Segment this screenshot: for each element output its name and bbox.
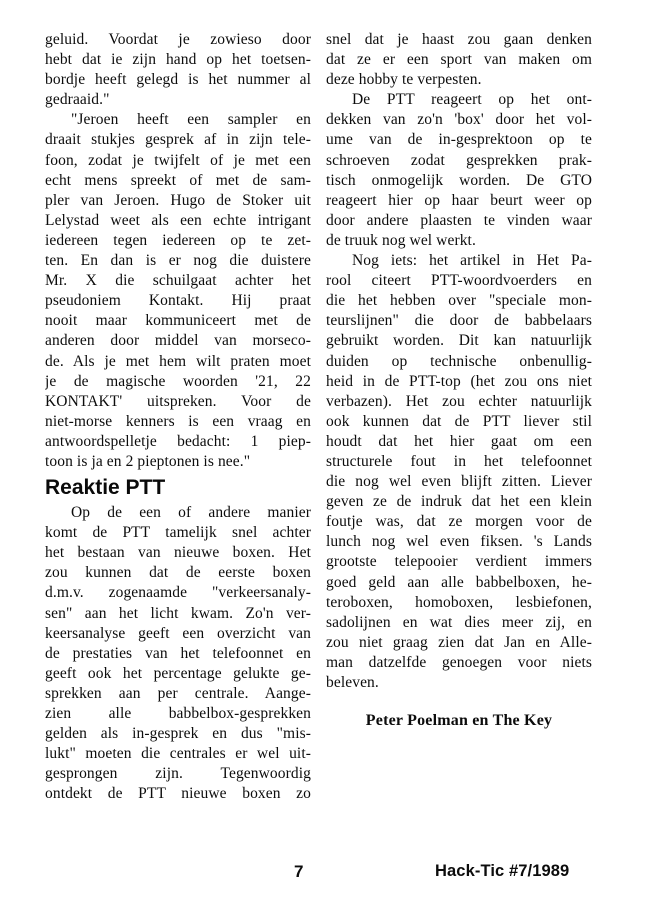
text-line: zou kunnen dat de eerste boxen [45,564,311,582]
text-line: Op de een of andere manier [71,504,311,522]
text-line: lunch nog wel even fiksen. 's Lands [326,533,592,551]
text-line: ten. En dan is er nog die duistere [45,252,311,270]
text-line: dat ze er een sport van maken om [326,51,592,69]
page-number: 7 [294,862,304,881]
text-line: grootste telepooier verdient immers [326,553,592,571]
text-line: pler van Jeroen. Hugo de Stoker uit [45,191,311,209]
text-line: ume van de in-gesprektoon op te [326,131,592,149]
text-line: foon, zodat je twijfelt of je met een [45,151,311,169]
text-line: sprekken aan per centrale. Aange- [45,684,311,702]
text-line: nooit maar kommuniceert met de [45,312,311,330]
text-line: heid in de PTT-top (het zou ons niet [326,372,592,390]
text-line: hebt dat ie zijn hand op het toetsen- [45,51,311,69]
article-body [45,30,592,804]
text-line: structurele fout in het telefoonnet [326,452,592,470]
text-line: echt mens spreekt of met de sam- [45,171,311,189]
text-line: d.m.v. zogenaamde "verkeersanaly- [45,584,311,602]
text-line: duiden op technische onbenullig- [326,352,592,370]
text-line: die het hebben over "speciale mon- [326,292,592,310]
text-line: iedereen tegen iedereen op te zet- [45,231,311,249]
text-line: verbazen). Het zou echter natuurlijk [326,392,592,410]
left-column-part2 [45,503,311,804]
text-line: foutje was, dat ze morgen voor de [326,513,592,531]
text-line: de. Als je met hem wilt praten moet [45,352,311,370]
text-line: beleven. [326,674,379,691]
text-line: ontdekt de PTT nieuwe boxen zo [45,785,311,803]
text-line: geluid. Voordat je zowieso door [45,31,311,48]
text-line: deze hobby te verpesten. [326,71,482,89]
text-line: Nog iets: het artikel in Het Pa- [352,252,592,270]
left-column [45,30,311,804]
text-line: goed geld aan alle babbelboxen, he- [326,573,592,591]
text-line: man datzelfde genoegen voor niets [326,653,592,671]
text-line: zien alle babbelbox-gesprekken [45,705,311,722]
text-line: Mr. X die schuilgaat achter het [45,272,311,290]
text-line: teurslijnen" die door de babbelaars [326,312,592,330]
text-line: De PTT reageert op het ont- [352,91,592,109]
text-line: antwoordspelletje bedacht: 1 piep- [45,432,311,450]
text-line: reageert hier op haar beurt weer op [326,191,592,209]
text-line: lukt" moeten die centrales er wel uit- [45,745,311,763]
text-line: dekken van zo'n 'box' door het vol- [326,111,592,129]
text-line: de truuk nog wel werkt. [326,231,476,249]
text-line: komt de PTT tamelijk snel achter [45,524,311,542]
text-line: door andere plaasten te vinden waar [326,211,592,229]
text-line: Lelystad weet als een echte intrigant [45,211,311,229]
text-line: tisch onmogelijk worden. De GTO [326,171,592,189]
text-line: je de magische woorden '21, 22 [45,372,311,390]
text-line: teroboxen, homoboxen, lesbiefonen, [326,593,592,611]
text-line: geven ze de indruk dat het een klein [326,493,592,511]
text-line: houdt dat het hier gaat om een [326,432,592,450]
text-line: het bestaan van nieuwe boxen. Het [45,544,311,562]
text-line: "Jeroen heeft een sampler en [71,111,311,129]
text-line: KONTAKT' uitspreken. Voor de [45,392,311,410]
text-line: sen" aan het licht kwam. Zo'n ver- [45,604,311,622]
text-line: keersanalyse geeft een overzicht van [45,624,311,642]
text-line: toon is ja en 2 pieptonen is nee." [45,452,251,470]
text-line: niet-morse kenners is een vraag en [45,412,311,430]
left-column-part1 [45,30,311,472]
text-line: gedraaid." [45,91,110,109]
text-line: draait stukjes gesprek af in zijn tele- [45,131,311,149]
text-line: gelden als in-gesprek en dus "mis- [45,725,311,743]
text-line: snel dat je haast zou gaan denken [326,31,592,48]
text-line: gebruikt worden. Dit kan natuurlijk [326,332,592,350]
text-line: rool citeert PTT-woordvoerders en [326,272,592,290]
section-heading: Reaktie PTT [45,476,166,500]
issue-label: Hack-Tic #7/1989 [435,862,570,880]
text-line: schroeven zodat gesprekken prak- [326,151,592,169]
text-line: zou niet graag zien dat Jan en Alle- [326,633,592,651]
text-line: geeft ook het percentage gelukte ge- [45,664,311,682]
right-column [326,30,592,804]
text-line: pseudoniem Kontakt. Hij praat [45,292,311,310]
text-line: gesprongen zijn. Tegenwoordig [45,765,311,783]
text-line: die nog wel even blijft zitten. Liever [326,473,592,491]
text-line: ook kunnen dat de PTT liever stil [326,412,592,430]
text-line: de prestaties van het telefoonnet en [45,644,311,662]
text-line: sadolijnen en wat dies meer zij, en [326,613,592,631]
text-line: bordje heeft gelegd is het nummer al [45,71,311,89]
text-line: anderen door middel van morseco- [45,332,311,350]
right-column-lines [326,30,592,693]
byline: Peter Poelman en The Key [365,712,553,730]
